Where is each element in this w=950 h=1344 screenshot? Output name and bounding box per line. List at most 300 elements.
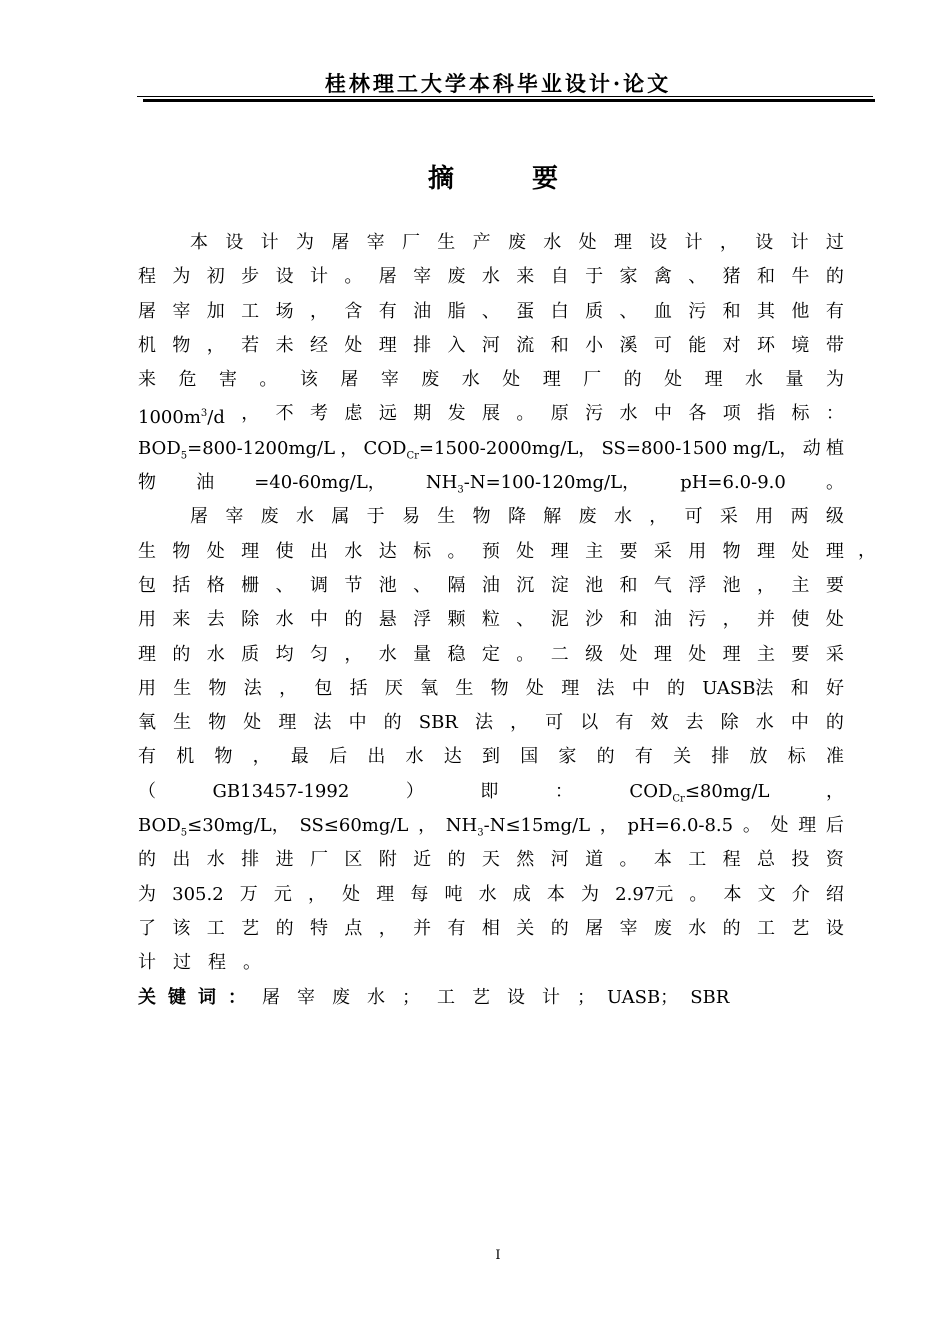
text-token: 污 <box>585 403 604 425</box>
text-token: 易 <box>401 506 420 528</box>
text-token: 。 <box>516 643 535 665</box>
text-token: 稳 <box>447 643 466 665</box>
text-token: ： <box>825 403 844 425</box>
text-token: 和 <box>790 677 809 699</box>
text-token: 的 <box>447 849 466 871</box>
abstract-line <box>138 603 844 637</box>
text-token: 有 <box>378 300 397 322</box>
text-token: 为 <box>172 266 191 288</box>
text-token: 处 <box>791 540 810 562</box>
text-token: 屠 <box>190 506 208 528</box>
text-token: 匀 <box>309 643 328 665</box>
text-token: 法 <box>596 677 615 699</box>
text-token: 猪 <box>722 266 741 288</box>
text-token: SS≤60mg/L <box>299 815 409 837</box>
text-token: 本 <box>190 232 208 253</box>
text-token: 处 <box>770 815 789 837</box>
text-token: 量 <box>413 643 432 665</box>
text-token: 包 <box>138 574 156 596</box>
text-token: 机 <box>176 746 195 768</box>
text-token: 除 <box>241 609 260 631</box>
text-token: 来 <box>172 609 191 631</box>
text-token: 程 <box>208 952 226 974</box>
text-token: 的 <box>722 917 741 939</box>
abstract-line <box>138 535 844 569</box>
keyword-token: 设 <box>507 986 525 1008</box>
abstract-line <box>138 397 844 431</box>
text-token: 带 <box>825 334 844 356</box>
text-token: 属 <box>331 506 350 528</box>
text-token: 的 <box>275 917 294 939</box>
text-token: 中 <box>653 403 672 425</box>
text-token: 池 <box>585 574 604 596</box>
text-token: 境 <box>791 334 810 356</box>
text-token: 级 <box>585 643 604 665</box>
text-token: 物 <box>472 506 491 528</box>
text-token: 他 <box>791 300 810 322</box>
text-token: 包 <box>314 677 333 699</box>
text-token: 处 <box>342 883 361 905</box>
text-token: 的 <box>666 677 685 699</box>
text-token: 可 <box>653 334 672 356</box>
text-token: 。 <box>825 472 844 494</box>
text-token: 区 <box>344 849 363 871</box>
text-token: 能 <box>688 334 707 356</box>
text-token: 即 <box>480 780 499 802</box>
text-token: 中 <box>631 677 650 699</box>
text-token: 用 <box>755 506 774 528</box>
text-token: 的 <box>550 917 569 939</box>
text-token: 有 <box>615 712 634 734</box>
text-token: 工 <box>206 917 225 939</box>
text-token: 河 <box>481 334 500 356</box>
text-token: ， <box>252 746 271 768</box>
text-token: 物 <box>172 540 191 562</box>
text-token: 该 <box>299 369 318 391</box>
keywords-line <box>138 981 844 1015</box>
text-token: 处 <box>825 609 844 631</box>
text-token: 特 <box>309 917 328 939</box>
text-token: 处 <box>619 643 638 665</box>
text-token: 宰 <box>225 506 244 528</box>
text-token: 达 <box>378 540 397 562</box>
text-token: 水 <box>405 746 424 768</box>
text-token: 采 <box>719 506 738 528</box>
text-token: $NH_3-N=100-120mg/L$， <box>425 472 641 496</box>
text-token: 设 <box>825 917 844 939</box>
text-token: 和 <box>757 266 776 288</box>
text-token: 用 <box>688 540 707 562</box>
text-token: 计 <box>138 952 156 974</box>
text-token: ， <box>309 300 328 322</box>
text-token: 物 <box>208 677 227 699</box>
text-token: 程 <box>722 849 741 871</box>
text-token: 屠 <box>585 917 604 939</box>
text-token: 可 <box>545 712 564 734</box>
text-token: 物 <box>214 746 233 768</box>
text-token: 机 <box>138 334 156 356</box>
abstract-line <box>138 775 844 809</box>
text-token: 水 <box>344 540 363 562</box>
text-token: 粒 <box>481 609 500 631</box>
text-token: 对 <box>722 334 741 356</box>
text-token: 废 <box>421 369 440 391</box>
text-token: SBR <box>418 712 458 734</box>
running-header-title: 桂林理工大学本科毕业设计·论文 <box>324 71 672 96</box>
line-end-comma: ， <box>858 540 876 561</box>
text-token: 降 <box>507 506 526 528</box>
text-token: 的 <box>596 746 615 768</box>
text-token: 物 <box>172 334 191 356</box>
text-token: $1000m^3/d$ <box>138 407 225 429</box>
text-token: 关 <box>516 917 535 939</box>
text-token: 理 <box>825 540 844 562</box>
text-token: 处 <box>688 643 707 665</box>
text-token: 到 <box>481 746 500 768</box>
text-token: 标 <box>791 403 810 425</box>
text-token: 出 <box>309 540 328 562</box>
text-token: 质 <box>585 300 604 322</box>
text-token: 理 <box>704 369 723 391</box>
text-token: 生 <box>138 540 156 562</box>
keyword-token: 计 <box>542 986 560 1008</box>
text-token: 处 <box>344 334 363 356</box>
text-token: 程 <box>138 266 156 288</box>
text-token: ， <box>206 334 225 356</box>
text-token: 自 <box>550 266 569 288</box>
text-token: 为 <box>138 883 156 905</box>
text-token: 氧 <box>420 677 439 699</box>
abstract-line <box>138 363 844 397</box>
text-token: 质 <box>241 643 260 665</box>
text-token: $COD_{Cr}=1500-2000mg/L$， <box>363 437 597 462</box>
text-token: 调 <box>309 574 328 596</box>
text-token: 河 <box>550 849 569 871</box>
text-token: 主 <box>757 643 776 665</box>
text-token: 油 <box>196 472 215 494</box>
text-token: 沙 <box>585 609 604 631</box>
text-token: 泥 <box>550 609 569 631</box>
text-token: 场 <box>275 300 294 322</box>
text-token: 原 <box>550 403 569 425</box>
text-token: 氧 <box>138 712 156 734</box>
text-token: 中 <box>790 712 809 734</box>
text-token: 淀 <box>550 574 569 596</box>
text-token: 介 <box>791 883 810 905</box>
text-token: 各 <box>688 403 707 425</box>
text-token: 理 <box>561 677 580 699</box>
text-token: 生 <box>173 712 192 734</box>
text-token: 为 <box>581 883 600 905</box>
text-token: 、 <box>516 609 535 631</box>
text-token: 期 <box>413 403 432 425</box>
text-token: GB13457-1992 <box>212 780 350 802</box>
text-token: 屠 <box>138 300 156 322</box>
text-token: 理 <box>378 334 397 356</box>
text-token: 家 <box>558 746 577 768</box>
text-token: 理 <box>376 883 395 905</box>
abstract-line <box>138 569 844 603</box>
text-token: 脂 <box>447 300 466 322</box>
text-token: 使 <box>791 609 810 631</box>
text-token: 理 <box>757 540 776 562</box>
abstract-line <box>138 295 844 329</box>
keyword-token: 废 <box>332 986 350 1008</box>
text-token: 305.2 <box>172 883 224 905</box>
text-token: 。 <box>259 369 278 391</box>
keyword-token: ； <box>402 986 420 1008</box>
text-token: ， <box>719 232 738 253</box>
text-token: 点 <box>344 917 363 939</box>
text-token: 用 <box>138 609 156 631</box>
text-token: 括 <box>172 574 191 596</box>
text-token: 节 <box>344 574 363 596</box>
header-rule-thin <box>137 96 873 97</box>
text-token: 产 <box>472 232 491 253</box>
text-token: ， <box>418 815 437 837</box>
text-token: 水 <box>378 643 397 665</box>
text-token: 排 <box>711 746 730 768</box>
text-token: 量 <box>785 369 804 391</box>
text-token: 理 <box>550 540 569 562</box>
text-token: 家 <box>619 266 638 288</box>
keywords-label: 关键词： <box>138 986 258 1008</box>
text-token: 、 <box>275 574 294 596</box>
text-token: 最 <box>290 746 309 768</box>
text-token: 并 <box>413 917 432 939</box>
text-token: 有 <box>825 300 844 322</box>
text-token: 油 <box>413 300 432 322</box>
text-token: 远 <box>378 403 397 425</box>
abstract-line <box>138 706 844 740</box>
text-token: 法 <box>313 712 332 734</box>
abstract-line <box>138 329 844 363</box>
text-token: 用 <box>138 677 156 699</box>
text-token: 步 <box>241 266 260 288</box>
text-token: 吨 <box>444 883 463 905</box>
text-token: ， <box>308 883 327 905</box>
text-token: 定 <box>481 643 500 665</box>
keyword-token: SBR <box>690 986 730 1008</box>
text-token: ， <box>649 506 668 528</box>
text-token: 除 <box>720 712 739 734</box>
abstract-line <box>138 432 844 466</box>
text-token: 害 <box>218 369 237 391</box>
text-token: 动 <box>802 437 821 459</box>
text-token: 浮 <box>413 609 432 631</box>
text-token: ， <box>510 712 529 734</box>
text-token: 万 <box>239 883 258 905</box>
text-token: 本 <box>723 883 742 905</box>
text-token: 考 <box>310 403 329 425</box>
text-token: SS=800-1500 mg/L， <box>601 437 798 459</box>
text-token: 厂 <box>583 369 602 391</box>
text-token: 计 <box>309 266 328 288</box>
text-token: 采 <box>825 643 844 665</box>
text-token: 厂 <box>309 849 328 871</box>
text-token: UASB法 <box>702 677 774 699</box>
text-token: 的 <box>138 849 156 871</box>
abstract-line <box>138 226 844 260</box>
text-token: 其 <box>757 300 776 322</box>
text-token: 和 <box>619 609 638 631</box>
text-token: 使 <box>275 540 294 562</box>
text-token: 。 <box>243 952 261 974</box>
text-token: 指 <box>757 403 776 425</box>
text-token: 道 <box>585 849 604 871</box>
text-token: 溪 <box>619 334 638 356</box>
text-token: 生 <box>173 677 192 699</box>
text-token: 两 <box>790 506 809 528</box>
text-token: ， <box>378 917 397 939</box>
abstract-heading <box>0 158 950 195</box>
text-token: 栅 <box>241 574 260 596</box>
text-token: 浮 <box>688 574 707 596</box>
text-token: 后 <box>329 746 348 768</box>
text-token: 排 <box>241 849 260 871</box>
text-token: 废 <box>447 266 466 288</box>
text-token: 去 <box>206 609 225 631</box>
text-token: 计 <box>684 232 703 253</box>
text-token: 每 <box>410 883 429 905</box>
text-token: 宰 <box>380 369 399 391</box>
keyword-token: ； <box>577 986 595 1008</box>
text-token: 蛋 <box>516 300 535 322</box>
abstract-heading-char-2: 要 <box>532 164 559 194</box>
text-token: $NH_3-N\le 15mg/L$ <box>445 815 591 839</box>
text-token: 未 <box>275 334 294 356</box>
text-token: 、 <box>481 300 500 322</box>
text-token: 要 <box>791 643 810 665</box>
text-token: 危 <box>178 369 197 391</box>
page-number: I <box>495 1248 501 1263</box>
text-token: 主 <box>585 540 604 562</box>
abstract-line <box>138 740 844 774</box>
text-token: 相 <box>481 917 500 939</box>
keyword-token: 宰 <box>297 986 315 1008</box>
text-token: 的 <box>383 712 402 734</box>
text-token: 油 <box>653 609 672 631</box>
text-token: 均 <box>275 643 294 665</box>
text-token: 的 <box>825 712 844 734</box>
text-token: 废 <box>578 506 597 528</box>
text-token: 级 <box>825 506 844 528</box>
text-token: ， <box>825 780 844 802</box>
text-token: 生 <box>455 677 474 699</box>
text-token: 废 <box>260 506 279 528</box>
text-token: ， <box>279 677 298 699</box>
text-token: ） <box>405 780 424 802</box>
abstract-body <box>138 226 844 1015</box>
text-token: 有 <box>447 917 466 939</box>
text-token: 颗 <box>447 609 466 631</box>
text-token: 废 <box>653 917 672 939</box>
text-token: ， <box>340 437 359 459</box>
text-token: 要 <box>825 574 844 596</box>
text-token: 元 <box>273 883 292 905</box>
text-token: 水 <box>295 506 314 528</box>
text-token: 水 <box>745 369 764 391</box>
header-rule-thick <box>143 99 875 102</box>
text-token: 处 <box>664 369 683 391</box>
text-token: 本 <box>653 849 672 871</box>
text-token: 排 <box>413 334 432 356</box>
text-token: 括 <box>349 677 368 699</box>
text-token: 宰 <box>619 917 638 939</box>
text-token: 于 <box>585 266 604 288</box>
text-token: 水 <box>461 369 480 391</box>
text-token: 于 <box>366 506 385 528</box>
text-token: 、 <box>413 574 432 596</box>
abstract-line <box>138 843 844 877</box>
text-token: 处 <box>243 712 262 734</box>
text-token: 国 <box>520 746 539 768</box>
text-token: 理 <box>241 540 260 562</box>
text-token: 池 <box>378 574 397 596</box>
text-token: 池 <box>722 574 741 596</box>
text-token: 理 <box>542 369 561 391</box>
text-token: 不 <box>275 403 294 425</box>
text-token: 经 <box>309 334 328 356</box>
text-token: 虑 <box>344 403 363 425</box>
text-token: 理 <box>722 643 741 665</box>
text-token: 近 <box>413 849 432 871</box>
text-token: 成 <box>512 883 531 905</box>
text-token: 中 <box>348 712 367 734</box>
text-token: 水 <box>275 609 294 631</box>
text-token: 了 <box>138 917 156 939</box>
text-token: =40-60mg/L， <box>254 472 386 494</box>
text-token: 格 <box>206 574 225 596</box>
text-token: 。 <box>619 849 638 871</box>
text-token: 污 <box>688 609 707 631</box>
text-token: 发 <box>447 403 466 425</box>
text-token: 有 <box>634 746 653 768</box>
text-token: pH=6.0-8.5 <box>627 815 734 837</box>
abstract-line <box>138 260 844 294</box>
text-token: 来 <box>516 266 535 288</box>
text-token: $BOD_5=800-1200mg/L$ <box>138 437 336 462</box>
text-token: 和 <box>722 300 741 322</box>
text-token: 环 <box>757 334 776 356</box>
text-token: 天 <box>481 849 500 871</box>
text-token: 物 <box>490 677 509 699</box>
text-token: 预 <box>481 540 500 562</box>
text-token: 血 <box>653 300 672 322</box>
text-token: 生 <box>437 506 456 528</box>
text-token: 法 <box>243 677 262 699</box>
text-token: 物 <box>722 540 741 562</box>
text-token: 设 <box>275 266 294 288</box>
text-token: pH=6.0-9.0 <box>680 472 786 494</box>
text-token: 理 <box>653 643 672 665</box>
text-token: 为 <box>825 369 844 391</box>
text-token: 水 <box>688 917 707 939</box>
text-token: 为 <box>295 232 314 253</box>
text-token: 。 <box>689 883 708 905</box>
text-token: ， <box>344 643 363 665</box>
text-token: 处 <box>525 677 544 699</box>
text-token: ： <box>554 780 573 802</box>
text-token: 屠 <box>378 266 397 288</box>
text-token: 水 <box>478 883 497 905</box>
text-token: 然 <box>516 849 535 871</box>
keyword-token: 工 <box>437 986 455 1008</box>
text-token: 资 <box>825 849 844 871</box>
abstract-line <box>138 638 844 672</box>
abstract-line <box>138 912 844 946</box>
text-token: 宰 <box>366 232 385 253</box>
